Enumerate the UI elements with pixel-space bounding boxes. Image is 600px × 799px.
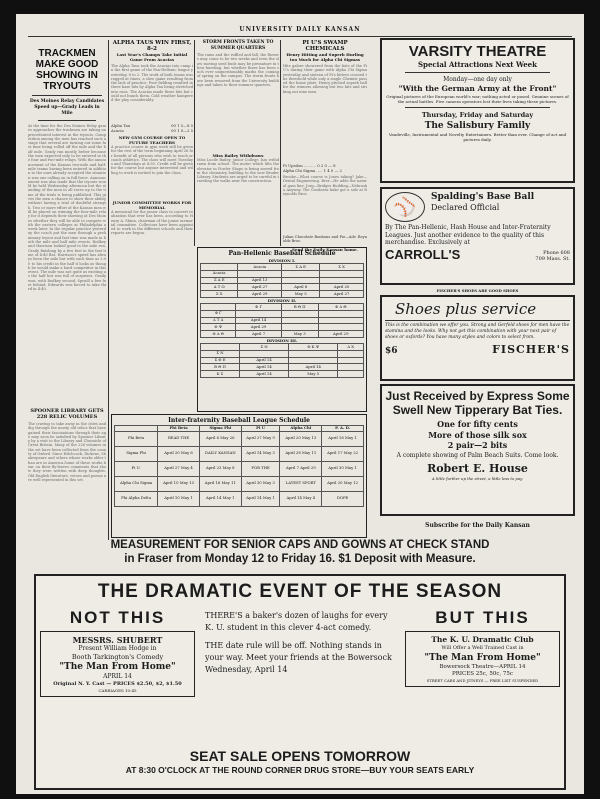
mid-text-2: THE date rule will be off. Nothing stands in your way. Meet your friends at the Bowersock Wednesday, April 14 [205,641,392,674]
interfrat-schedule [111,414,367,538]
varsity-theatre-ad [380,38,575,183]
division-1-table: Acacia Σ Α Ε Σ Χ Acacia Σ Α Ε April 13 Α Τ Ω April 27 April 8 April 20 Σ Χ April 29 May 5 April 27 [200,263,364,298]
robert-palm: A complete showing of Palm Beach Suits. Come look. [396,452,559,459]
varsity-line2: Thursday, Friday and Saturday [421,111,534,119]
division-2-table: Φ Γ Β Θ Π Φ Δ Θ Φ Γ Δ Τ Δ April 14 Φ Ψ April 29 Φ Δ Θ April 7 May 3 April 29 [200,303,364,338]
measurement-banner [28,538,572,566]
carrolls-address: 709 Mass. St. [535,255,570,262]
subhead-spooner-2: 228 RELIC VOLUMES [36,414,98,420]
division-3-table: Σ Ν Φ Κ Ψ Δ Χ Σ Ν Σ Φ Ε April 14 Β Θ Π April 14 April 14 Κ Σ April 14 May 5 [200,343,364,378]
varsity-family: The Salisbury Family [424,121,531,131]
varsity-title: VARSITY THEATRE [408,43,547,60]
body-gym: A practice course in gym work will be given for the rest of the term beginning April 26 for benefit of all persons who wish to teach or coach athletics. The class will meet Tuesdays and Thursdays at 4:30. Credit will be given for the course but anyone interested and willing to work is invited to join the class. [111,145,193,175]
varsity-sub: Special Attractions Next Week [418,60,537,69]
masthead: UNIVERSITY DAILY KANSAN [239,26,361,33]
left-play: "The Man From Home" [59,662,176,672]
masthead-rule [28,36,572,37]
division-2-label: DIVISION II. [267,297,297,303]
spalding-body: By The Pan-Hellenic, Hash House and Inter-Fraternity Leagues. Just another evidence to the quality of this merchandise. Exclusively at [385,224,551,246]
spalding-sub: Declared Official [431,203,500,212]
varsity-desc2: Vaudeville, Instrumental and Novelty Entertainers. Better than ever. Change of act and pictures daily. [388,132,567,142]
varsity-line1: Monday—one day only [443,76,512,83]
left-presenter: MESSRS. SHUBERT [72,635,163,645]
column-1 [28,40,106,540]
spalding-ad [380,187,575,285]
right-offer: Will Offer a Well Trained Cast in [441,645,524,651]
headline-pi-us: PI U'S SWAMP CHEMICALS [302,40,348,52]
division-3-label: DIVISION III. [266,337,298,343]
spalding-title: Spalding's Base Ball [431,192,535,202]
footer-col4: Send the Daily Kansan home. [292,247,358,252]
subhead-junior: JUNIOR COMMITTEE WORKS FOR MEMORIAL [112,200,192,210]
robert-headline: Just Received by Express Some Swell New Tipperary Bat Ties. [385,389,570,417]
but-this: BUT THIS [435,608,530,627]
seat-sale-line2: AT 8:30 O'CLOCK AT THE ROUND CORNER DRUG STORE—BUY YOUR SEATS EARLY [125,765,475,775]
body-junior: A memorial for the junior class to convert realization that ever has been, according to Henry A. Shinn, chairman of the junior memorial committee. Collectors have been appointed to work in the different schools and their reports are begun. [111,210,193,236]
measurement-line2: in Fraser from Monday 12 to Friday 16. $1 Deposit with Measure. [124,553,476,565]
left-comedy: Booth Tarkington's Comedy [71,653,164,661]
fischer-name: FISCHER'S [492,343,570,356]
headline-alpha-taus: ALPHA TAUS WIN FIRST, 8-2 [112,40,192,52]
varsity-desc: Original pictures of the European world's war; nothing acted or posed. Genuine scenes of the actual battles. Five camera operators lost their lives taking these pictures. [386,94,569,104]
right-theatre: Bowersock Theatre—APRIL 14 [439,664,526,670]
subhead-pi-us: Henry Hitting and Superb Hurling too Much for Alpha Chi Sigmas [286,52,364,62]
drama-left [40,608,195,746]
varsity-film: "With the German Army at the Front" [398,84,557,93]
left-present: Present William Hodge in [78,645,157,652]
division-1-label: DIVISION I. [268,258,296,263]
robert-fifty: One for fifty cents [437,419,518,429]
carrolls-phone: Phone 608 [543,249,570,256]
drama-right [405,608,560,746]
body-alpha-taus: The Alpha Taus took the Acacias into camp in the first game of the Pan-Hellenic league yesterday, 8 to 2. The work of both teams was ragged at times, a slow game resulting from the lack of practice. Poor fielding resulted in three base hits by Alpha Tau being stretched into runs. The Acacias made three hits but could not bunch them. Cold weather hampered the play considerably. [111,64,193,103]
body-bailey: Miss Lucile Bailey, junior College, has withdrawn from school. The motor which lifts the elevator in Fowler Shops is being moved from the chemistry building to the new Bruder Library. Students are urged to be careful in traveling the walks near the construction. [197,158,279,184]
dramatic-event-ad [34,574,566,790]
newspaper-page [16,14,584,794]
fischer-banner: FISCHER'S SHOES ARE GOOD SHOES [436,288,519,293]
fischer-ad [380,295,575,381]
measurement-line1: MEASUREMENT FOR SENIOR CAPS AND GOWNS AT CHECK STAND [110,539,490,551]
seat-sale-line1: SEAT SALE OPENS TOMORROW [189,748,411,764]
left-carriages: CARRIAGES 10:45 [98,688,137,693]
interfrat-title: Inter-fraternity Baseball League Schedule [168,417,310,424]
subhead-alpha-taus: Last Year's Champs Take Initial Game From Acacias [116,52,188,62]
not-this: NOT THIS [69,608,166,627]
body-pi-us: Hits galore showered from the bats of the Pi U's during their game with Alpha Chi Sigma yesterday and sixteen of Pi's hitters crossed the threshold while only a single Chemist passed the home plate. Henry pitched superb ball for the winners allowing but two hits and striking out nine men. [283,64,367,94]
panhellenic-schedule [197,247,367,412]
subhead-bailey: Miss Bailey Withdraws [212,153,264,158]
subscribe-line: Subscribe for the Daily Kansan [425,522,530,529]
score-lines-pi-us: Pi Upsilon .......... 0 2 0 — 8 Alpha Chi Sigma ..... 1 4 0 — 2 [283,163,342,173]
right-prices: PRICES 25c, 50c, 75c [452,671,513,677]
panhellenic-title: Pan-Hellenic Baseball Schedule [228,250,336,257]
fischer-body: This is the combination we offer you. Strong and Gerfeld shoes for men have the stamina and the looks. Why not get this combination with your next pair of shoes or oxfords? You have many styles and colors to select from. [385,323,570,340]
headline-trackmen: TRACKMEN MAKE GOOD SHOWING IN TRYOUTS [35,48,99,92]
left-cast: Original N. Y. Cast — PRICES $2.50, $2, $1.50 [53,681,182,687]
body-trackmen: At the time for the Des Moines Relay games approaches the trackmen are taking unprecedented interest in the tryouts. Competition among the men has reached such a stage that several are turning out some fast time being rolled off the mile and the half mile. Grady ran mostly better because the men expected only to be entered in the four and two-mile relays. With the announcement of the Kansas two-mile and half-mile teams having been entered in addition to the ones already accepted the situation was one calling on in full force. Announcement was also made that the tryouts would be held Wednesday afternoon but the standing of the men in all races up to the time of the trials is being published. This gives the men a chance to show their ability without having a trial of doubtful strength. Two or more effort of the Kansas men will be placed on winning the four-mile relay for it depends their showing at Des Moines whether they will be able to compete with the eastern colleges at Philadelphia a week later. In the regular practice yesterday the coach put the men through a preliminary tryout and fast time was made in both the mile and half mile events. Rodkey and Harrison looked good in the mile run, Grady finishing by a few feet in the fast time of 4:40 flat. Harrison's speed has always been the mile but with such time as 2:00 to his credit in the half it looks as though he would make a hard competitor in this event. The mile was not quite as exciting as the half but was full of surprises. Grady won, with Rodkey second, Spruill a few feet behind, Edwards was forced to take third in 4:40. [28,124,106,292]
headline-storm: STORM FRONTS TAKEN TO SUMMER QUARTERS [202,40,274,51]
fischer-title: Shoes plus service [395,300,537,318]
robert-name: Robert E. House [427,461,528,475]
mid-text-1: THERE'S a baker's dozen of laughs for every K. U. student in this clever 4-act comedy. [205,611,388,632]
subhead-trackmen: Des Moines Relay Candidates Speed up—Grady Leads in Mile [29,99,105,116]
body-spooner: The craving to take away in the cities and dig through the musty old relics that have gained their fascinations through their age may soon be satisfied by Spooner Library by a visit to the Library and Chronicle of Great Britain. Many of the 228 volumes in the set have been collected from the county of Oxford. Since Hitchcock, Dickens, Shakespeare and others whose works older than are in America.Some of these works bear on their fly-leaves comments that show they were written with deep thoughts. Old English literature, verses and poems are well represented in this set. [28,422,106,482]
column-3 [197,40,279,246]
fischer-price: $6 [385,346,398,356]
right-cars: STREET CARS AND JITNEYS — FREE LIST SUSPENDED [426,678,539,683]
ad-line-col4: Julian Chocolate Bonbons and Pie—Adv. Reynolds Bros. [283,235,367,244]
drama-middle [195,608,405,746]
right-club: The K. U. Dramatic Club [431,635,534,644]
robert-tag: A little further up the street, a little less to pay. [432,475,523,481]
right-play: "The Man From Home" [424,653,541,663]
baseball-icon: ⚾ [385,192,425,222]
robert-house-ad [380,384,575,516]
body-pi-us-2: Brooke—What course is Jones taking? Jake—Dental Engineering. Brer—He adds the natural gum line. Jorg—Bridges Building—Nebraska Anyway. The Goodness bake got a sale at Reynolds Bros. [283,175,367,197]
subhead-gym: NEW GYM COURSE OPEN TO FUTURE TEACHERS [118,135,186,145]
column-2 [111,40,193,246]
score-box: Alpha Tau 00 1 5—8 5 Acacia 00 1 0—2 5 [111,123,193,133]
body-storm: The rains and the ruffled and fall, the flowers may come to be two weeks and even the slow moving seed buds may be premature in their bursting, but whether there has been such ever unquestionably marks the coming of spring on the campus. The storm fronts have been removed from the University buildings and taken to their summer quarters. [197,53,279,88]
column-4 [283,40,367,252]
left-date: APRIL 14 [103,673,132,680]
subhead-spooner: SPOONER LIBRARY GETS [30,408,104,414]
interfrat-table: Phi Beta Sigma Phi Pi U Alpha Chi P. A. D. Phi Beta READ THE April 6 May 26 April 27 May 9 April 20 May 13 April 16 May 1 Sigma Phi April 20 May 6 DAILY KANSAN April 14 May 3 April 28 May 11 April 17 May 22 Pi U. April 27 May 4 April 23 May 8 FOR THE April 7 April 29 April 30 May 1 Alpha Chi Sigma April 10 May 13 April 16 May 11 April 30 May 3 LATEST SPORT April 20 May 12 Phi Alpha Delta April 10 May 1 April 14 May 1 April 14 May 1 April 14 May 4 DOPE [114,425,364,507]
drama-title: THE DRAMATIC EVENT OF THE SEASON [97,581,503,602]
robert-pair: 2 pair—2 bits [447,440,508,450]
carrolls-name: CARROLL'S [385,246,461,262]
robert-silk: More of those silk sox [428,430,527,440]
